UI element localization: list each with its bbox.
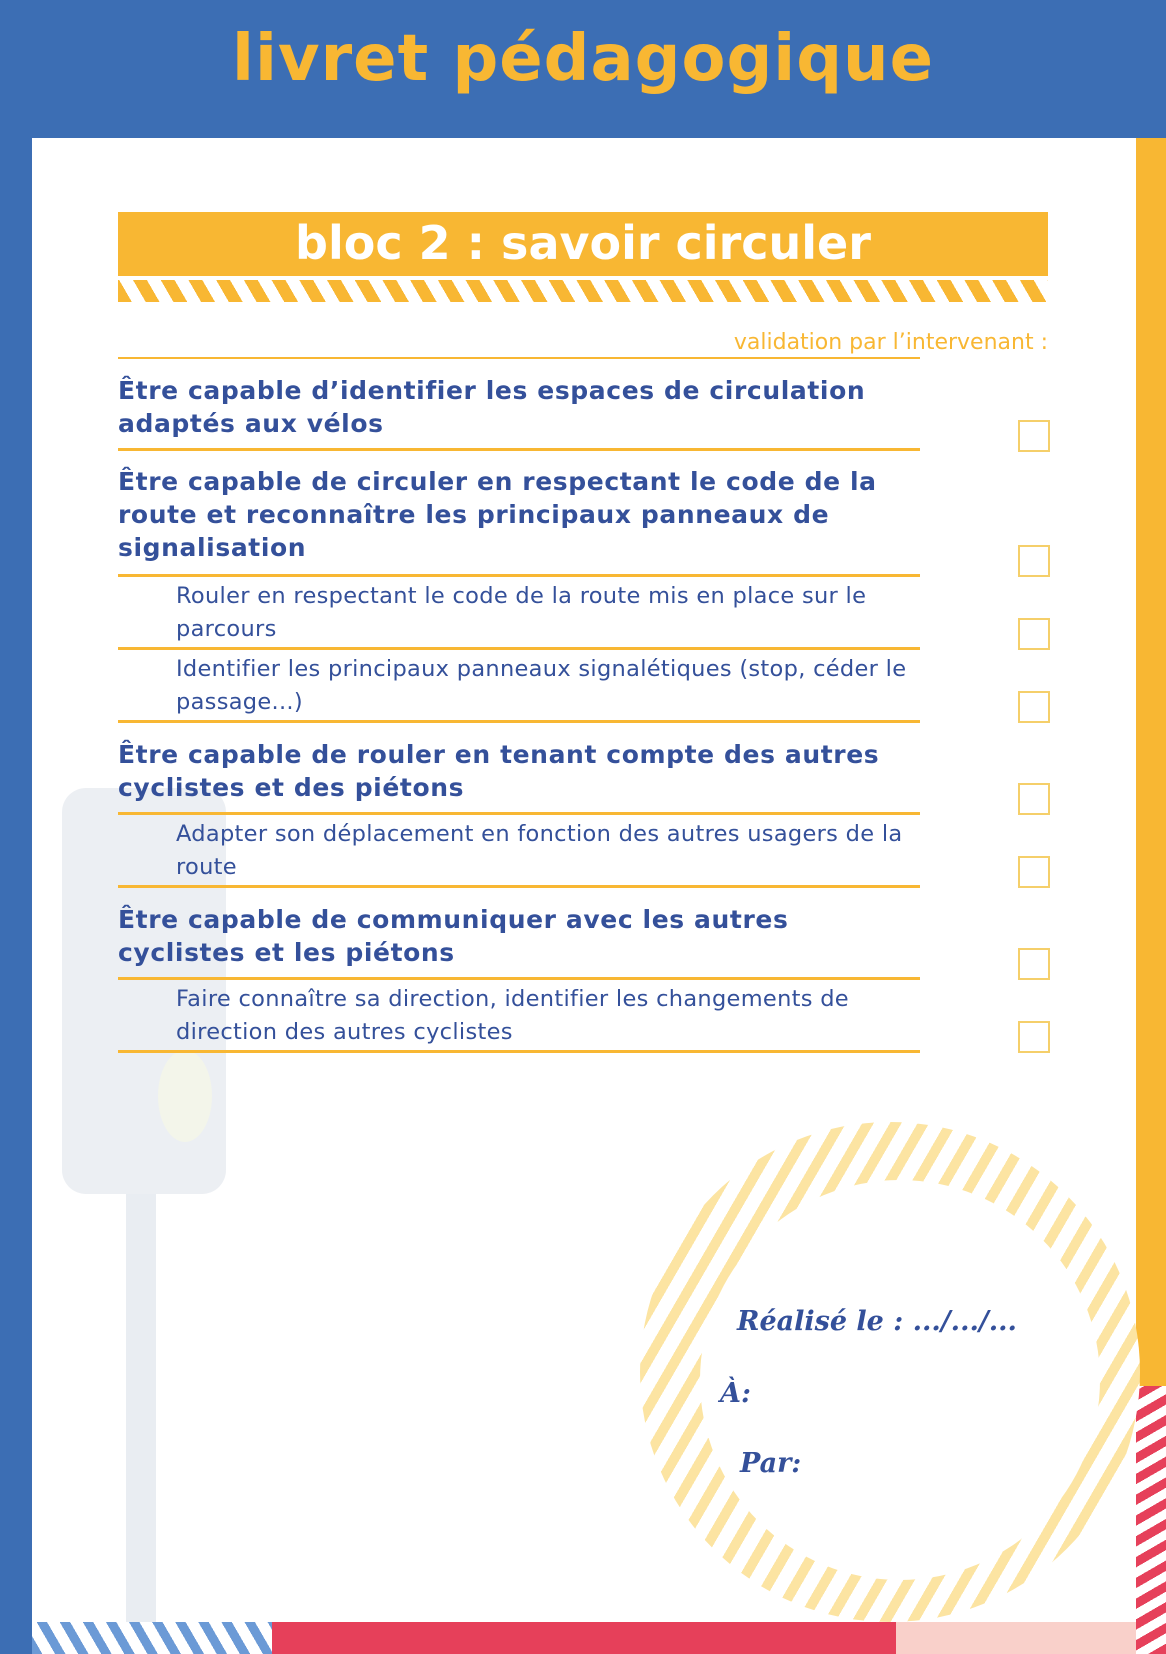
bottom-red-band [272, 1622, 896, 1654]
skill-item [118, 738, 920, 804]
validation-checkbox[interactable] [1018, 545, 1050, 577]
place-label: À: [720, 1378, 751, 1409]
sub-skill-text: Adapter son déplacement en fonction des autres usagers de la route [176, 821, 903, 880]
divider [118, 720, 920, 723]
divider [118, 977, 920, 980]
skill-item [118, 374, 920, 440]
left-border-bar [0, 138, 32, 1654]
divider [118, 1050, 920, 1053]
sub-skill-item [118, 653, 920, 719]
validation-label: validation par l’intervenant : [733, 330, 1048, 355]
divider [118, 448, 920, 451]
bloc-title: bloc 2 : savoir circuler [295, 216, 871, 270]
validation-checkbox[interactable] [1018, 783, 1050, 815]
validation-checkbox[interactable] [1018, 1021, 1050, 1053]
sub-skill-item [118, 818, 920, 884]
divider [118, 885, 920, 888]
validation-checkbox[interactable] [1018, 691, 1050, 723]
sub-skill-text: Faire connaître sa direction, identifier les changements de direction des autres cyclistes [176, 986, 849, 1045]
validation-checkbox[interactable] [1018, 618, 1050, 650]
right-striped-decoration [1136, 1386, 1166, 1654]
sub-skill-text: Rouler en respectant le code de la route mis en place sur le parcours [176, 583, 867, 642]
divider [118, 574, 920, 577]
traffic-light-lamp-icon [158, 1050, 212, 1142]
date-label: Réalisé le : .../.../... [737, 1306, 1017, 1337]
right-border-bar [1136, 138, 1166, 1386]
skill-text: Être capable de communiquer avec les autres cyclistes et les piétons [118, 905, 789, 967]
bloc-striped-underline [118, 280, 1048, 302]
bottom-pink-band [896, 1622, 1136, 1654]
skill-text: Être capable de rouler en tenant compte des autres cyclistes et des piétons [118, 740, 880, 802]
divider [118, 812, 920, 815]
validation-checkbox[interactable] [1018, 856, 1050, 888]
page-title: livret pédagogique [232, 22, 934, 96]
sub-skill-item [118, 580, 920, 646]
skill-item [118, 465, 920, 564]
traffic-light-pole-icon [126, 1194, 156, 1622]
skill-text: Être capable de circuler en respectant le code de la route et reconnaître les principaux panneaux de signalisation [118, 467, 877, 562]
divider [118, 647, 920, 650]
validation-checkbox[interactable] [1018, 420, 1050, 452]
by-label: Par: [740, 1448, 802, 1479]
skill-text: Être capable d’identifier les espaces de circulation adaptés aux vélos [118, 376, 866, 438]
skill-item [118, 903, 920, 969]
sub-skill-text: Identifier les principaux panneaux signalétiques (stop, céder le passage...) [176, 656, 907, 715]
validation-checkbox[interactable] [1018, 948, 1050, 980]
sub-skill-item [118, 983, 920, 1049]
stamp-center [700, 1180, 1100, 1580]
divider [118, 357, 920, 359]
bottom-striped-decoration [32, 1622, 272, 1654]
